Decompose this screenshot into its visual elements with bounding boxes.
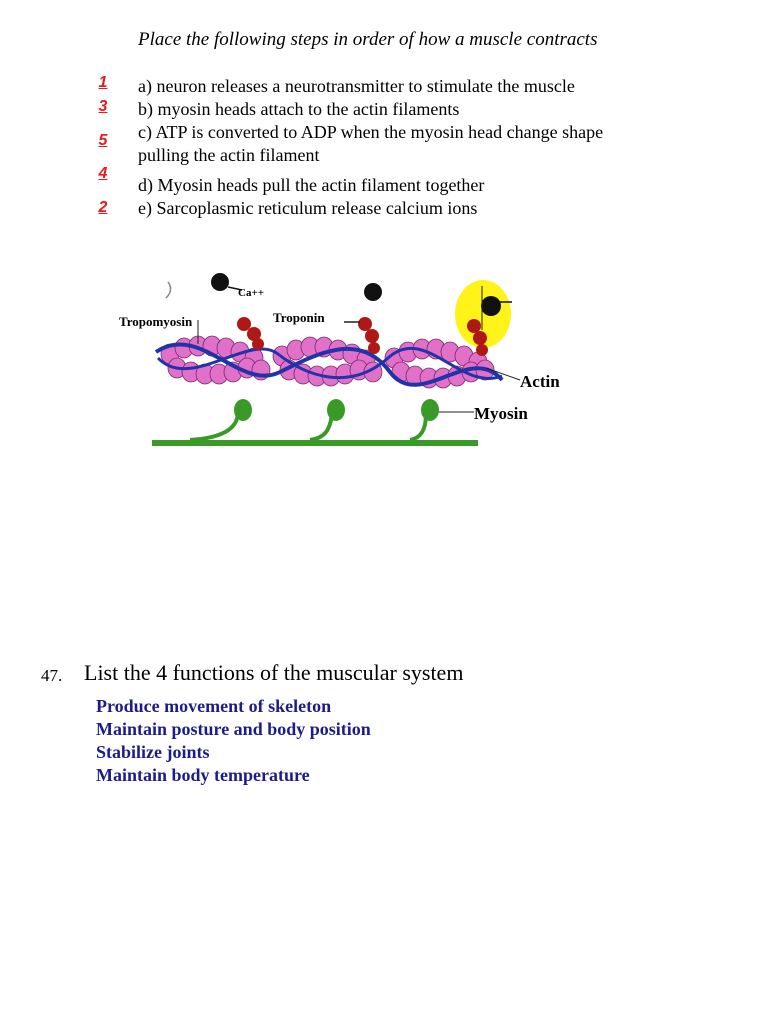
step-text: b) myosin heads attach to the actin filaments [138,99,460,119]
step-order-number: 1 [98,74,108,91]
question-text: List the 4 functions of the muscular system [84,660,464,685]
step-text: c) ATP is converted to ADP when the myosin head change shape [138,122,604,142]
step-text-continued: pulling the actin filament [138,145,320,165]
answer-item: Produce movement of skeleton [96,696,332,716]
step-order-number: 2 [98,199,108,216]
myosin-filament [152,399,478,446]
answer-list [96,695,371,787]
calcium-ion [481,296,501,316]
step-order-number: 3 [98,98,108,115]
step-text: e) Sarcoplasmic reticulum release calcium ions [138,198,478,218]
step-text: d) Myosin heads pull the actin filament together [138,175,485,195]
calcium-label: Ca++ [238,287,264,299]
answer-item: Maintain posture and body position [96,719,371,739]
instruction-heading: Place the following steps in order of how a muscle contracts [138,29,598,50]
partial-ion-shape [166,282,171,298]
calcium-ion [211,273,229,291]
muscle-contraction-diagram [110,262,590,454]
step-order-number: 5 [98,132,108,149]
myosin-label: Myosin [474,404,528,423]
answer-item: Stabilize joints [96,742,210,762]
calcium-ion [364,283,382,301]
question-number: 47. [41,666,63,685]
actin-label: Actin [520,372,560,391]
step-order-number: 4 [98,165,108,182]
troponin-label: Troponin [273,310,325,325]
tropomyosin-label: Tropomyosin [119,314,193,329]
answer-item: Maintain body temperature [96,765,310,785]
step-text: a) neuron releases a neurotransmitter to stimulate the muscle [138,76,575,96]
